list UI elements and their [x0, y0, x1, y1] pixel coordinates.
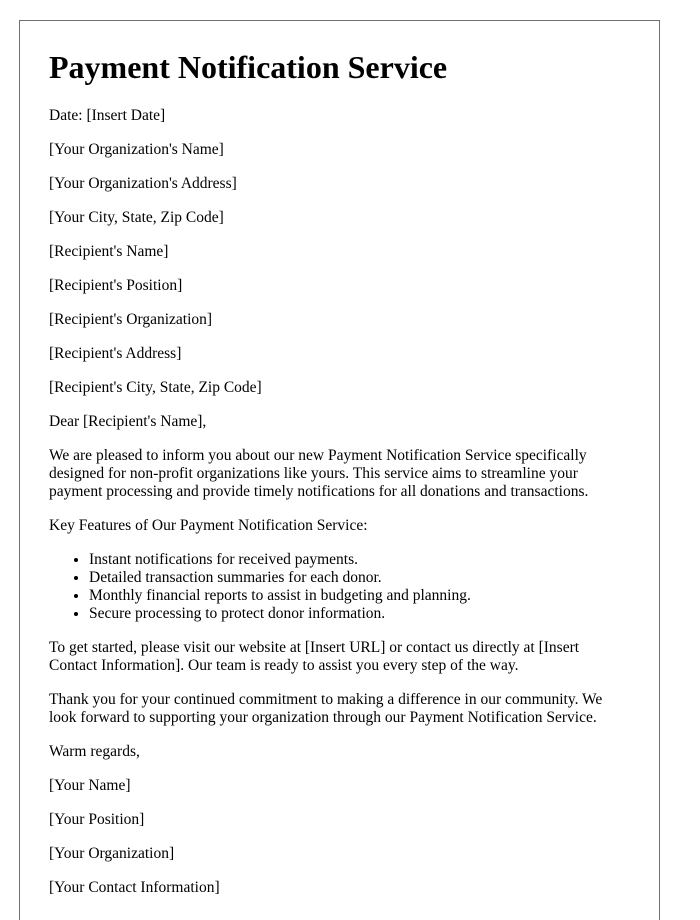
signature-name: [Your Name]: [49, 777, 131, 794]
feature-item: • Detailed transaction summaries for each donor.: [89, 569, 630, 587]
signature-organization: [Your Organization]: [49, 845, 175, 862]
date-line: Date: [Insert Date]: [49, 107, 166, 124]
letter-title: Payment Notification Service: [49, 49, 448, 85]
recipient-name: [Recipient's Name]: [49, 243, 169, 260]
getting-started-paragraph: To get started, please visit our website at [Insert URL] or contact us directly at [Insert Contact Information]. Our team is ready to assist you every step of the way.: [49, 639, 580, 674]
recipient-organization: [Recipient's Organization]: [49, 311, 213, 328]
feature-item: • Instant notifications for received payments.: [89, 551, 630, 569]
feature-item: • Monthly financial reports to assist in budgeting and planning.: [89, 587, 630, 605]
recipient-address: [Recipient's Address]: [49, 345, 182, 362]
salutation: Dear [Recipient's Name],: [49, 413, 207, 430]
thanks-paragraph: Thank you for your continued commitment to making a difference in our community. We look forward to supporting your organization through our Payment Notification Service.: [49, 691, 603, 726]
sender-address: [Your Organization's Address]: [49, 175, 237, 192]
closing: Warm regards,: [49, 743, 140, 760]
sender-name: [Your Organization's Name]: [49, 141, 224, 158]
features-list: [49, 551, 630, 623]
feature-item: • Secure processing to protect donor information.: [89, 605, 630, 623]
recipient-city: [Recipient's City, State, Zip Code]: [49, 379, 262, 396]
recipient-position: [Recipient's Position]: [49, 277, 183, 294]
sender-city: [Your City, State, Zip Code]: [49, 209, 224, 226]
signature-contact: [Your Contact Information]: [49, 879, 220, 896]
features-heading: Key Features of Our Payment Notification Service:: [49, 517, 368, 534]
signature-position: [Your Position]: [49, 811, 145, 828]
letter-page: [19, 20, 660, 920]
intro-paragraph: We are pleased to inform you about our new Payment Notification Service specifically designed for non-profit organizations like yours. This service aims to streamline your payment processing and provide timely notifications for all donations and transactions.: [49, 447, 589, 500]
